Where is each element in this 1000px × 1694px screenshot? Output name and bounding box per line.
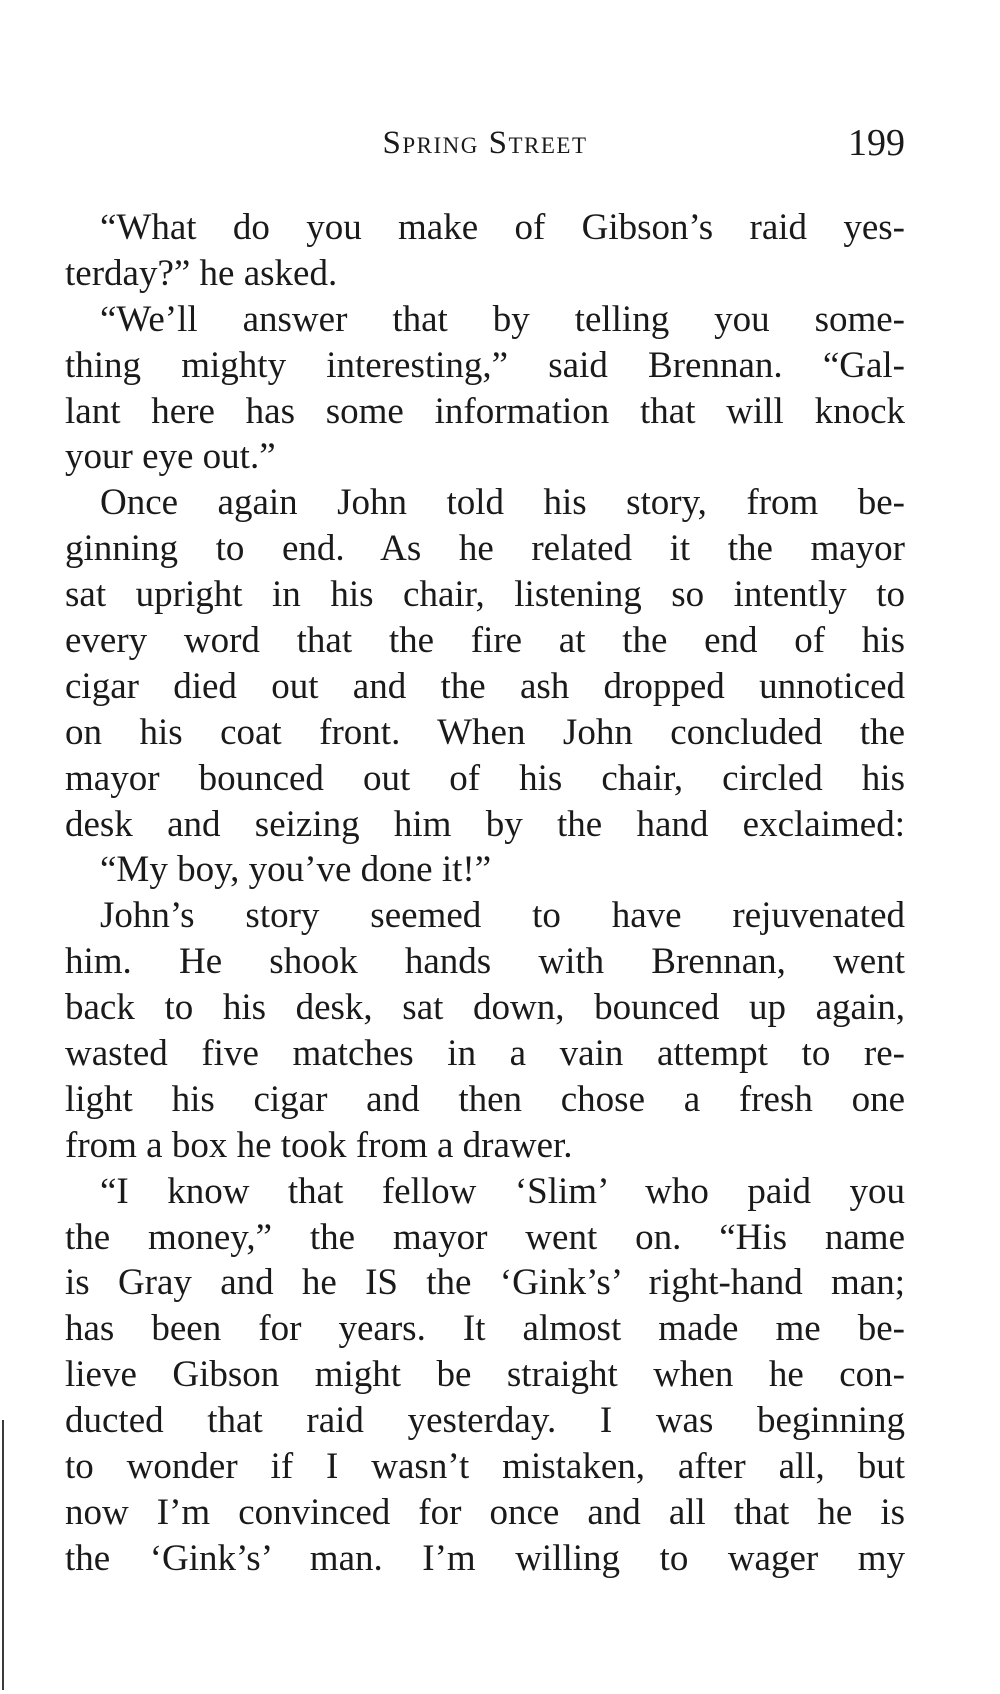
text-line: is Gray and he IS the ‘Gink’s’ right-hand man; [65,1262,905,1304]
body-text [65,205,905,1582]
running-head [65,118,905,168]
text-line: has been for years. It almost made me be- [65,1308,905,1350]
text-line: “What do you make of Gibson’s raid yes- [100,207,905,248]
text-line: “My boy, you’ve done it!” [100,849,492,891]
text-line: from a box he took from a drawer. [65,1124,573,1166]
text-line: light his cigar and then chose a fresh one [65,1078,905,1120]
text-line: lant here has some information that will knock [65,390,905,432]
text-line: back to his desk, sat down, bounced up again, [65,987,905,1029]
page-number: 199 [848,122,905,164]
text-line: the ‘Gink’s’ man. I’m willing to wager my [65,1537,905,1579]
text-line: ducted that raid yesterday. I was beginning [65,1400,905,1442]
text-line: your eye out.” [65,436,276,478]
text-line: wasted five matches in a vain attempt to re- [65,1033,905,1075]
text-line: cigar died out and the ash dropped unnoticed [65,665,905,707]
text-line: lieve Gibson might be straight when he con- [65,1354,905,1396]
text-line: mayor bounced out of his chair, circled his [65,757,905,799]
text-line: now I’m convinced for once and all that he is [65,1491,905,1533]
text-line: desk and seizing him by the hand exclaimed: [65,803,905,845]
text-line: “We’ll answer that by telling you some- [100,298,905,340]
text-line: sat upright in his chair, listening so intently to [65,574,905,616]
text-line: terday?” he asked. [65,252,338,294]
text-line: “I know that fellow ‘Slim’ who paid you [100,1170,905,1212]
text-line: the money,” the mayor went on. “His name [65,1216,905,1258]
text-line: to wonder if I wasn’t mistaken, after all, but [65,1446,905,1488]
text-line: him. He shook hands with Brennan, went [65,941,905,983]
text-line: every word that the fire at the end of his [65,620,905,662]
text-line: thing mighty interesting,” said Brennan. “Gal- [65,344,905,386]
running-title: Spring Street [382,125,588,161]
page-edge-shadow [2,1420,4,1690]
text-line: John’s story seemed to have rejuvenated [100,895,905,937]
text-line: ginning to end. As he related it the mayor [65,528,905,570]
text-line: Once again John told his story, from be- [100,482,905,524]
text-line: on his coat front. When John concluded the [65,711,905,753]
